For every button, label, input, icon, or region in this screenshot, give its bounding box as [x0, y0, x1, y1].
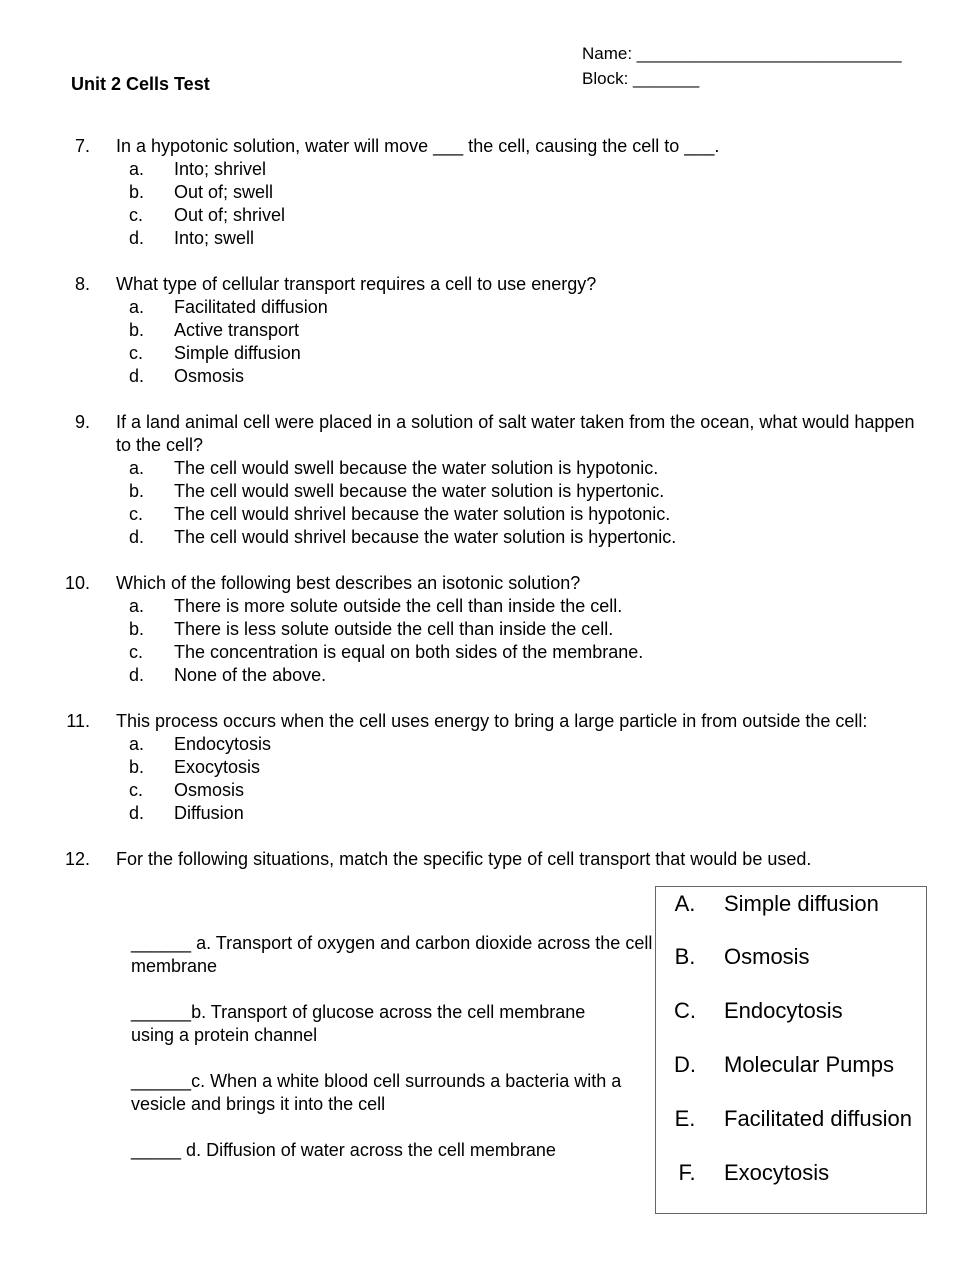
option-letter: a. — [129, 458, 145, 478]
option-letter: d. — [129, 366, 145, 386]
option-text[interactable]: Osmosis — [174, 366, 245, 386]
question-number: 12. — [64, 849, 90, 869]
matching-item-d[interactable]: _____ d. Diffusion of water across the cell membrane — [131, 1140, 556, 1160]
option-text[interactable]: Osmosis — [174, 780, 245, 800]
option-letter: b. — [129, 481, 145, 501]
question-text: For the following situations, match the specific type of cell transport that would be used. — [116, 849, 812, 869]
option-text[interactable]: Facilitated diffusion — [174, 297, 328, 317]
option-letter: c. — [129, 205, 144, 225]
block-field[interactable]: Block: _______ — [582, 69, 700, 88]
option-text[interactable]: The cell would shrivel because the water solution is hypotonic. — [174, 504, 671, 524]
option-text[interactable]: Into; swell — [174, 228, 255, 248]
question-number: 9. — [74, 412, 90, 432]
question-text: This process occurs when the cell uses energy to bring a large particle in from outside the cell: — [116, 711, 868, 731]
option-letter: a. — [129, 734, 145, 754]
option-text[interactable]: Simple diffusion — [174, 343, 301, 363]
question-number: 7. — [74, 136, 90, 156]
matching-item-a[interactable]: ______ a. Transport of oxygen and carbon dioxide across the cell membrane — [131, 933, 653, 976]
question-text: What type of cellular transport requires a cell to use energy? — [116, 274, 597, 294]
option-text[interactable]: None of the above. — [174, 665, 327, 685]
page-title: Unit 2 Cells Test — [71, 74, 210, 94]
option-text[interactable]: There is less solute outside the cell than inside the cell. — [174, 619, 614, 639]
answer-letter: B. — [674, 944, 696, 969]
option-text[interactable]: Out of; shrivel — [174, 205, 286, 225]
option-text[interactable]: Into; shrivel — [174, 159, 267, 179]
option-letter: b. — [129, 619, 145, 639]
option-letter: d. — [129, 665, 145, 685]
option-letter: a. — [129, 596, 145, 616]
option-letter: b. — [129, 182, 145, 202]
answer-letter: A. — [674, 891, 696, 916]
option-letter: b. — [129, 757, 145, 777]
matching-item-c[interactable]: ______c. When a white blood cell surrounds a bacteria with a vesicle and brings it into the cell — [131, 1071, 622, 1114]
name-field[interactable]: Name: ____________________________ — [582, 44, 902, 63]
question-text: Which of the following best describes an isotonic solution? — [116, 573, 581, 593]
option-text[interactable]: Exocytosis — [174, 757, 261, 777]
option-letter: c. — [129, 504, 144, 524]
option-letter: d. — [129, 803, 145, 823]
option-letter: c. — [129, 642, 144, 662]
option-text[interactable]: There is more solute outside the cell than inside the cell. — [174, 596, 623, 616]
option-letter: a. — [129, 297, 145, 317]
question-number: 8. — [74, 274, 90, 294]
option-letter: c. — [129, 780, 144, 800]
answer-letter: D. — [674, 1052, 696, 1077]
matching-item-b[interactable]: ______b. Transport of glucose across the cell membrane using a protein channel — [131, 1002, 586, 1045]
answer-text: Facilitated diffusion — [724, 1106, 912, 1131]
answer-text: Exocytosis — [724, 1160, 830, 1185]
answer-text: Molecular Pumps — [724, 1052, 894, 1077]
question-text: If a land animal cell were placed in a solution of salt water taken from the ocean, what would happen to the cell? — [116, 412, 915, 455]
option-text[interactable]: The concentration is equal on both sides of the membrane. — [174, 642, 644, 662]
answer-letter: C. — [674, 998, 696, 1023]
answer-text: Osmosis — [724, 944, 810, 969]
option-letter: d. — [129, 228, 145, 248]
answer-key-box — [655, 886, 927, 1214]
question-number: 11. — [66, 711, 90, 731]
answer-text: Endocytosis — [724, 998, 843, 1023]
answer-text: Simple diffusion — [724, 891, 879, 916]
answer-letter: F. — [678, 1160, 696, 1185]
option-text[interactable]: Active transport — [174, 320, 300, 340]
question-number: 10. — [64, 573, 90, 593]
option-text[interactable]: The cell would swell because the water solution is hypotonic. — [174, 458, 659, 478]
question-text: In a hypotonic solution, water will move ___ the cell, causing the cell to ___. — [116, 136, 720, 156]
option-text[interactable]: The cell would swell because the water solution is hypertonic. — [174, 481, 665, 501]
option-text[interactable]: Out of; swell — [174, 182, 274, 202]
option-letter: b. — [129, 320, 145, 340]
answer-letter: E. — [674, 1106, 696, 1131]
option-letter: c. — [129, 343, 144, 363]
option-text[interactable]: The cell would shrivel because the water solution is hypertonic. — [174, 527, 677, 547]
option-text[interactable]: Endocytosis — [174, 734, 272, 754]
option-text[interactable]: Diffusion — [174, 803, 244, 823]
option-letter: a. — [129, 159, 145, 179]
option-letter: d. — [129, 527, 145, 547]
